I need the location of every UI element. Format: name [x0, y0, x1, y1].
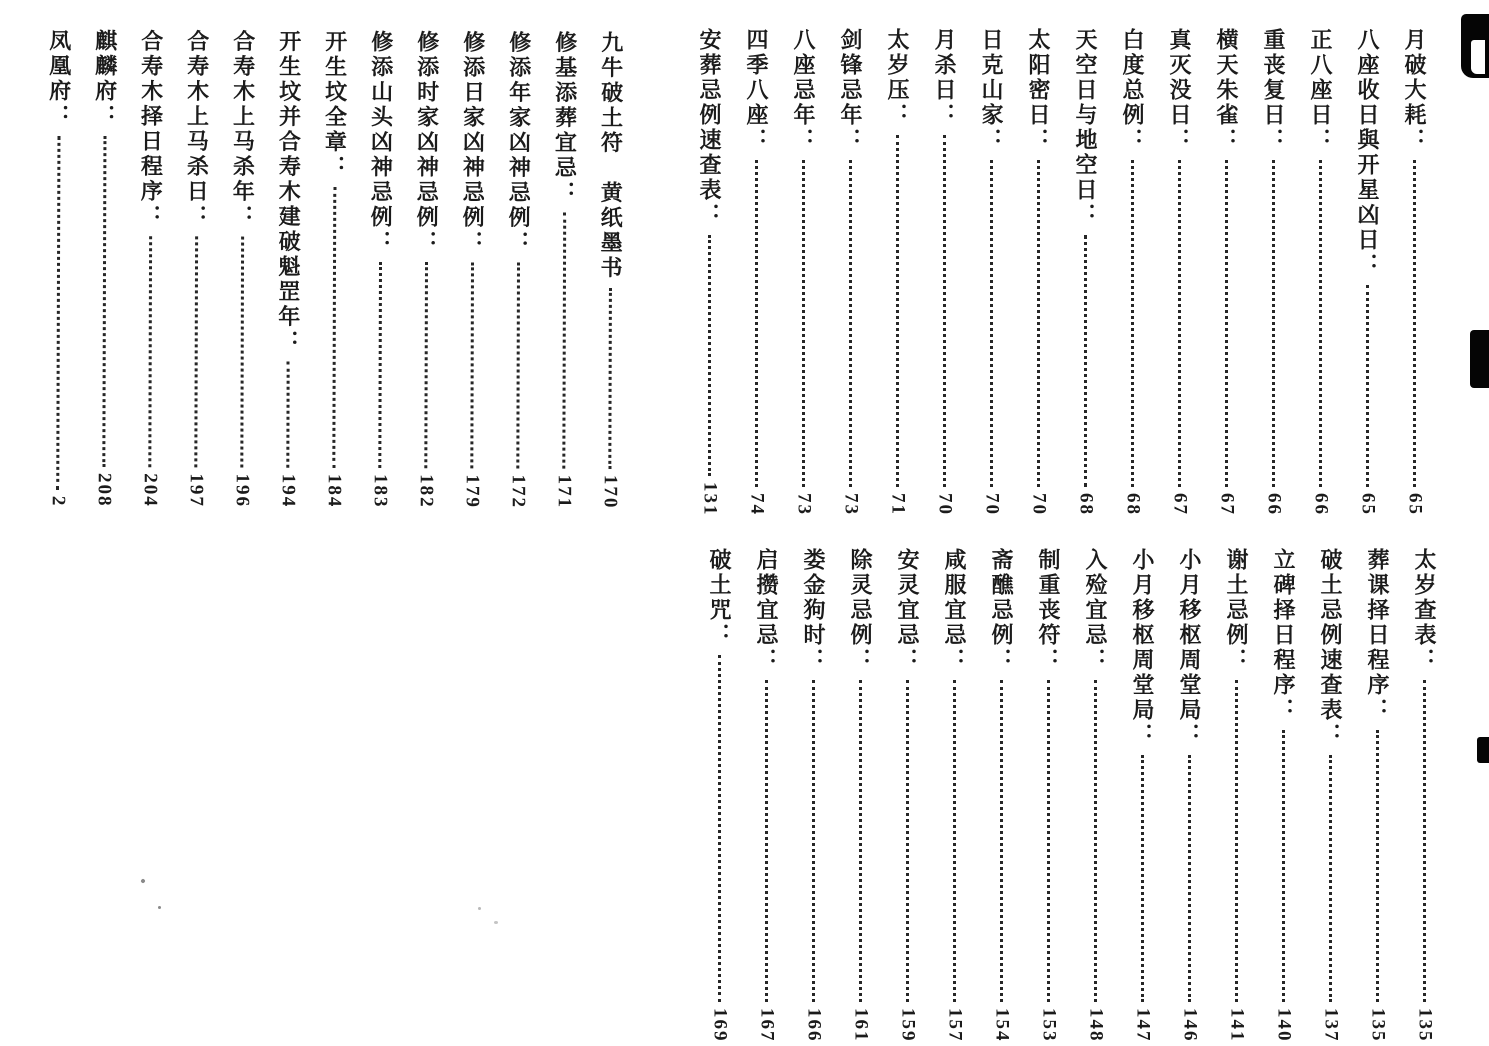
toc-entry-page-number: 137 — [1320, 1007, 1342, 1042]
dotted-leader — [240, 237, 244, 468]
toc-entry-page-number: 153 — [1038, 1007, 1060, 1042]
toc-entry — [1315, 548, 1346, 1042]
toc-entry — [1409, 548, 1440, 1042]
toc-entry — [594, 31, 627, 509]
dotted-leader — [849, 160, 852, 487]
dotted-leader — [1141, 755, 1144, 1002]
toc-entry-page-number: 208 — [93, 472, 115, 508]
toc-entry-page-number: 146 — [1179, 1007, 1201, 1042]
toc-entry-page-number: 71 — [887, 493, 909, 516]
toc-entry-title: 制重丧符： — [1036, 548, 1061, 673]
toc-entry-title: 小月移枢周堂局： — [1130, 548, 1155, 748]
toc-entry-page-number: 141 — [1226, 1007, 1248, 1042]
dotted-leader — [812, 680, 815, 1002]
toc-entry-title: 葬课择日程序： — [1365, 548, 1390, 723]
toc-entry-page-number: 182 — [415, 473, 437, 509]
toc-entry-title: 剑锋忌年： — [838, 28, 863, 153]
toc-entry — [180, 29, 213, 507]
toc-entry-page-number: 167 — [756, 1007, 778, 1042]
dotted-leader — [755, 160, 758, 487]
toc-entry — [929, 28, 960, 516]
toc-entry — [1305, 28, 1336, 516]
dotted-leader — [718, 655, 721, 1002]
toc-entry — [548, 31, 581, 509]
toc-entry-title: 凤凰府： — [46, 28, 72, 129]
toc-entry-page-number: 131 — [699, 481, 721, 516]
toc-entry — [882, 28, 913, 516]
toc-entry-title: 合寿木上马杀日： — [184, 29, 210, 230]
toc-entry-title: 正八座日： — [1308, 28, 1333, 153]
toc-entry — [1221, 548, 1252, 1042]
dotted-leader — [470, 262, 474, 468]
dotted-leader — [708, 235, 711, 476]
toc-entry-title: 八座忌年： — [791, 28, 816, 153]
toc-entry-page-number: 68 — [1075, 493, 1097, 516]
toc-entry — [1164, 28, 1195, 516]
toc-entry-title: 谢土忌例： — [1224, 548, 1249, 673]
dotted-leader — [1413, 160, 1416, 487]
toc-entry — [318, 30, 351, 508]
toc-entry-page-number: 204 — [139, 472, 161, 508]
toc-entry-page-number: 73 — [793, 493, 815, 516]
toc-entry-title: 入殓宜忌： — [1083, 548, 1108, 673]
scan-artifact-edge-blob — [1470, 330, 1489, 388]
right-page-bottom-toc-column-group — [707, 548, 1440, 1042]
dotted-leader — [943, 135, 946, 487]
toc-entry-page-number: 68 — [1122, 493, 1144, 516]
dotted-leader — [148, 236, 152, 467]
toc-entry-title: 破土咒： — [707, 548, 732, 648]
toc-entry — [456, 30, 489, 508]
toc-entry-title: 八座收日與开星凶日： — [1355, 28, 1380, 278]
scan-artifact-speck — [158, 906, 161, 909]
dotted-leader — [1366, 285, 1369, 487]
toc-entry-page-number: 65 — [1404, 493, 1426, 516]
toc-entry — [1352, 28, 1383, 516]
toc-entry — [892, 548, 923, 1042]
toc-entry — [835, 28, 866, 516]
toc-entry-page-number: 65 — [1357, 493, 1379, 516]
dotted-leader — [332, 187, 336, 468]
toc-entry-page-number: 67 — [1216, 493, 1238, 516]
toc-entry-page-number: 194 — [277, 473, 299, 508]
scan-artifact-corner-notch — [1471, 40, 1485, 74]
toc-entry — [1117, 28, 1148, 516]
toc-entry — [502, 30, 535, 508]
toc-entry — [1127, 548, 1158, 1042]
scan-artifact-speck — [140, 878, 146, 884]
toc-entry-title: 修添年家凶神忌例： — [506, 30, 532, 256]
dotted-leader — [608, 288, 612, 469]
toc-entry-page-number: 166 — [803, 1007, 825, 1042]
toc-entry-page-number: 66 — [1263, 493, 1285, 516]
toc-entry-page-number: 171 — [553, 474, 575, 509]
toc-entry-page-number: 169 — [709, 1007, 731, 1042]
toc-entry-title: 横天朱雀： — [1214, 28, 1239, 153]
toc-entry — [704, 548, 735, 1042]
dotted-leader — [896, 135, 899, 487]
toc-entry-title: 太阳密日： — [1026, 28, 1051, 153]
toc-entry — [976, 28, 1007, 516]
toc-entry — [751, 548, 782, 1042]
toc-entry — [1268, 548, 1299, 1042]
dotted-leader — [194, 236, 198, 467]
dotted-leader — [1225, 160, 1228, 487]
toc-entry — [1070, 28, 1101, 516]
toc-entry-title: 太岁查表： — [1412, 548, 1437, 673]
toc-entry-page-number: 148 — [1085, 1007, 1107, 1042]
toc-entry-page-number: 135 — [1414, 1007, 1436, 1042]
toc-entry — [134, 29, 167, 507]
toc-entry-page-number: 2 — [47, 495, 69, 507]
toc-entry-title: 麒麟府： — [92, 29, 118, 130]
toc-entry-title: 四季八座： — [744, 28, 769, 153]
toc-entry-title: 修添时家凶神忌例： — [414, 30, 440, 256]
toc-entry-page-number: 183 — [369, 473, 391, 509]
dotted-leader — [1037, 160, 1040, 487]
dotted-leader — [56, 136, 60, 490]
toc-entry — [788, 28, 819, 516]
dotted-leader — [102, 136, 106, 467]
toc-entry — [226, 30, 259, 508]
toc-entry-title: 安葬忌例速查表： — [697, 28, 722, 228]
dotted-leader — [906, 680, 909, 1002]
scan-artifact-corner-glyph — [1461, 14, 1489, 78]
scan-artifact-speck — [478, 907, 481, 910]
toc-entry-title: 除灵忌例： — [848, 548, 873, 673]
toc-entry — [1211, 28, 1242, 516]
dotted-leader — [286, 362, 289, 468]
toc-entry-title: 咸服宜忌： — [942, 548, 967, 673]
toc-entry-page-number: 172 — [507, 473, 529, 509]
toc-entry-page-number: 70 — [1028, 493, 1050, 516]
toc-entry-title: 开生坟全章： — [322, 29, 348, 180]
scan-artifact-speck — [494, 921, 498, 924]
toc-entry-page-number: 140 — [1273, 1007, 1295, 1042]
toc-entry-title: 白度总例： — [1120, 28, 1145, 153]
toc-entry-title: 启攒宜忌： — [754, 548, 779, 673]
dotted-leader — [1423, 680, 1426, 1002]
toc-entry-page-number: 197 — [185, 472, 207, 508]
toc-entry — [1033, 548, 1064, 1042]
dotted-leader — [802, 160, 805, 487]
toc-entry — [694, 28, 725, 516]
toc-entry-title: 月杀日： — [932, 28, 957, 128]
dotted-leader — [1272, 160, 1275, 487]
dotted-leader — [1329, 755, 1332, 1002]
toc-entry — [798, 548, 829, 1042]
dotted-leader — [1178, 160, 1181, 487]
toc-entry-title: 重丧复日： — [1261, 28, 1286, 153]
toc-entry-page-number: 157 — [944, 1007, 966, 1042]
dotted-leader — [1188, 755, 1191, 1002]
toc-entry-page-number: 73 — [840, 493, 862, 516]
dotted-leader — [990, 160, 993, 487]
toc-entry-page-number: 184 — [323, 473, 345, 508]
dotted-leader — [1319, 160, 1322, 487]
dotted-leader — [1084, 235, 1087, 487]
toc-entry-title: 开生坟并合寿木建破魁罡年： — [275, 29, 302, 355]
toc-entry-title: 月破大耗： — [1402, 28, 1427, 153]
toc-entry — [1023, 28, 1054, 516]
toc-entry — [741, 28, 772, 516]
toc-entry — [1080, 548, 1111, 1042]
toc-entry-title: 安灵宜忌： — [895, 548, 920, 673]
dotted-leader — [1282, 730, 1285, 1002]
dotted-leader — [953, 680, 956, 1002]
toc-entry — [1362, 548, 1393, 1042]
toc-entry — [88, 29, 121, 507]
toc-entry — [1258, 28, 1289, 516]
dotted-leader — [1094, 680, 1097, 1002]
toc-entry-title: 日克山家： — [979, 28, 1004, 153]
dotted-leader — [765, 680, 768, 1002]
left-page-toc-column-group — [46, 28, 627, 509]
toc-entry — [1174, 548, 1205, 1042]
toc-entry-title: 修基添葬宜忌： — [552, 30, 578, 206]
toc-entry-page-number: 147 — [1132, 1007, 1154, 1042]
toc-entry — [410, 30, 443, 508]
toc-entry-title: 小月移枢周堂局： — [1177, 548, 1202, 748]
dotted-leader — [1376, 730, 1379, 1002]
scan-artifact-edge-blob — [1477, 737, 1489, 763]
right-page-top-toc-column-group — [697, 28, 1430, 516]
toc-entry-title: 破土忌例速查表： — [1318, 548, 1343, 748]
dotted-leader — [378, 262, 382, 468]
toc-entry-title: 合寿木择日程序： — [138, 29, 164, 230]
dotted-leader — [424, 262, 428, 468]
dotted-leader — [562, 213, 566, 469]
dotted-leader — [1235, 680, 1238, 1002]
toc-entry-title: 修添山头凶神忌例： — [368, 29, 394, 256]
toc-entry-page-number: 67 — [1169, 493, 1191, 516]
toc-entry-title: 太岁压： — [885, 28, 910, 128]
dotted-leader — [1131, 160, 1134, 487]
toc-entry — [272, 30, 305, 508]
toc-entry-title: 斋醮忌例： — [989, 548, 1014, 673]
toc-entry — [1399, 28, 1430, 516]
toc-entry-title: 真灭没日： — [1167, 28, 1192, 153]
toc-entry-title: 合寿木上马杀年： — [230, 29, 256, 230]
toc-entry-title: 天空日与地空日： — [1073, 28, 1098, 228]
toc-entry-page-number: 135 — [1367, 1007, 1389, 1042]
toc-entry-title: 修添日家凶神忌例： — [460, 30, 486, 256]
dotted-leader — [859, 680, 862, 1002]
toc-entry-page-number: 74 — [746, 493, 768, 516]
toc-entry-title: 娄金狗时： — [801, 548, 826, 673]
toc-entry-page-number: 179 — [461, 473, 483, 509]
dotted-leader — [516, 263, 520, 469]
toc-entry-page-number: 154 — [991, 1007, 1013, 1042]
dotted-leader — [1000, 680, 1003, 1002]
toc-entry — [42, 29, 75, 507]
toc-entry-page-number: 161 — [850, 1007, 872, 1042]
toc-entry — [986, 548, 1017, 1042]
toc-entry-page-number: 70 — [981, 493, 1003, 516]
toc-entry — [845, 548, 876, 1042]
toc-entry-title: 九牛破土符 黄纸墨书 — [597, 30, 624, 281]
toc-entry-page-number: 70 — [934, 493, 956, 516]
toc-entry-page-number: 159 — [897, 1007, 919, 1042]
toc-entry-page-number: 170 — [599, 474, 621, 509]
toc-entry-title: 立碑择日程序： — [1271, 548, 1296, 723]
toc-entry-page-number: 66 — [1310, 493, 1332, 516]
toc-entry — [364, 30, 397, 508]
dotted-leader — [1047, 680, 1050, 1002]
toc-entry-page-number: 196 — [231, 473, 253, 508]
toc-entry — [939, 548, 970, 1042]
